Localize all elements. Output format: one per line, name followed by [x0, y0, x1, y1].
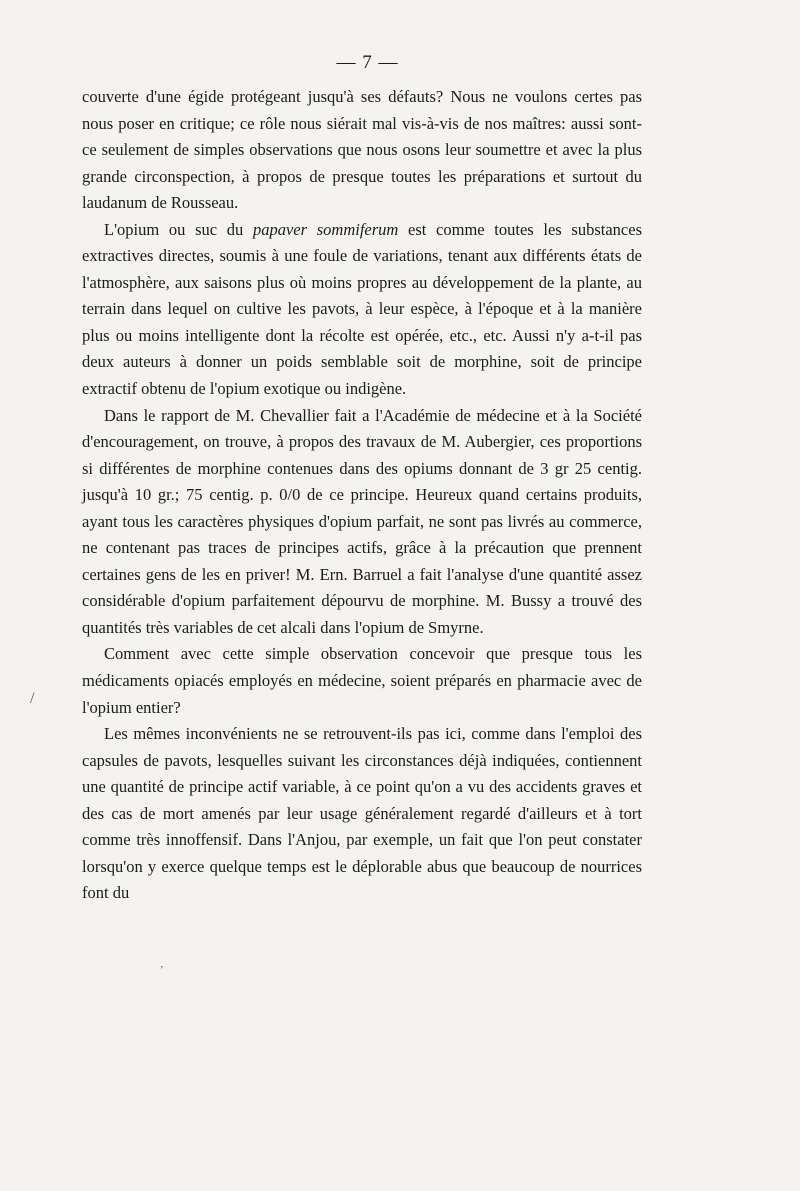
page-number: — 7 — [336, 52, 399, 73]
body-text [82, 84, 642, 907]
paragraph-2-italic: papaver sommiferum [252, 219, 399, 239]
margin-mark: / [30, 690, 35, 707]
speck-mark: ʼ [160, 965, 164, 976]
paragraph-3: Dans le rapport de M. Chevallier fait a l'Académie de médecine et à la Société d'encouragement, on trouve, à propos des travaux de M. Aubergier, ces proportions si différentes de morphine contenues dans des opiums donnant de 3 gr 25 centig. jusqu'à 10 gr.; 75 centig. p. 0/0 de ce principe. Heureux quand certains produits, ayant tous les caractères physiques d'opium parfait, ne sont pas livrés au commerce, ne contenant pas traces de principes actifs, grâce à la précaution que prennent certaines gens de les en priver! M. Ern. Barruel a fait l'analyse d'une quantité assez considérable d'opium parfaitement dépourvu de morphine. M. Bussy a trouvé des quantités très variables de cet alcali dans l'opium de Smyrne. [82, 405, 642, 637]
paragraph-2-before: L'opium ou suc du [104, 219, 253, 239]
paragraph-1: couverte d'une égide protégeant jusqu'à ses défauts? Nous ne voulons certes pas nous poser en critique; ce rôle nous siérait mal vis-à-vis de nos maîtres: aussi sont-ce seulement de simples observations que nous osons leur soumettre et avec la plus grande circonspection, à propos de presque toutes les préparations et surtout du laudanum de Rousseau. [82, 87, 642, 213]
paragraph-2 [82, 217, 642, 403]
paragraph-2-after: est comme toutes les substances extractives directes, soumis à une foule de variations, tenant aux différents états de l'atmosphère, aux saisons plus où moins propres au développement de la plante, au terrain dans lequel on cultive les pavots, à leur espèce, à l'époque et à la manière plus ou moins intelligente dont la récolte est opérée, etc., etc. Aussi n'y a-t-il pas deux auteurs à donner un poids semblable soit de morphine, soit de principe extractif obtenu de l'opium exotique ou indigène. [82, 219, 642, 399]
paragraph-4: Comment avec cette simple observation concevoir que presque tous les médicaments opiacés employés en médecine, soient préparés en pharmacie avec de l'opium entier? [82, 644, 642, 717]
paragraph-5: Les mêmes inconvénients ne se retrouvent-ils pas ici, comme dans l'emploi des capsules de pavots, lesquelles suivant les circonstances déjà indiquées, contiennent une quantité de principe actif variable, à ce point qu'on a vu des accidents graves et des cas de mort amenés par leur usage généralement regardé d'ailleurs et à tort comme très innoffensif. Dans l'Anjou, par exemple, un fait que l'on peut constater lorsqu'on y exerce quelque temps est le déplorable abus que beaucoup de nourrices font du [82, 724, 642, 903]
